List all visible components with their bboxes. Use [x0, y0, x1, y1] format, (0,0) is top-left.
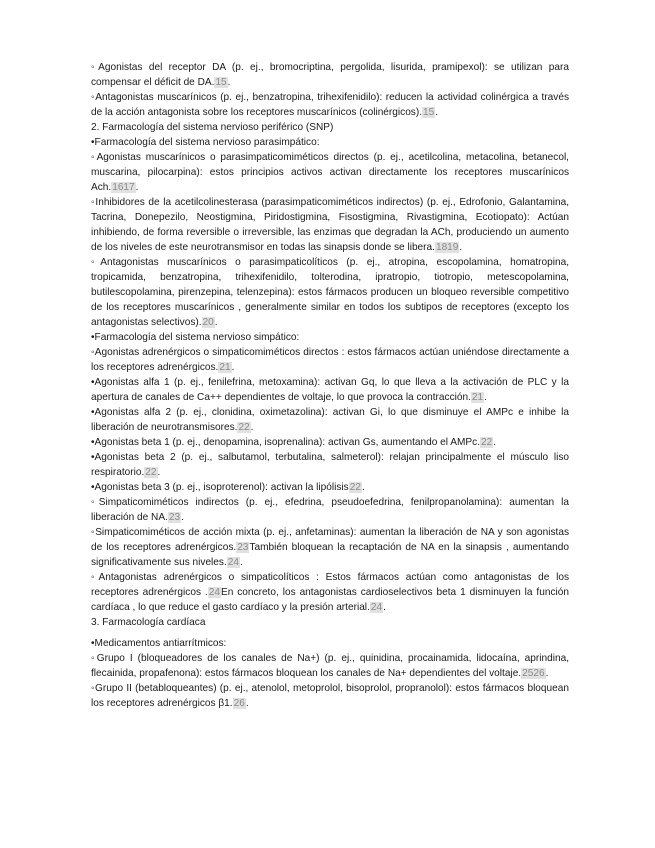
paragraph-text: ◦Agonistas muscarínicos o parasimpaticomiméticos directos (p. ej., acetilcolina, metacolina, betanecol, muscarina, pilocarpina): estos principios activos activan directamente los receptores muscarínicos Ach.	[91, 152, 569, 193]
citation-marker[interactable]: 22	[145, 467, 157, 478]
paragraph-text: .	[383, 602, 386, 613]
paragraph	[91, 570, 569, 615]
paragraph-text: En concreto, los antagonistas cardioselectivos beta 1 disminuyen la función cardíaca , lo que reduce el gasto cardíaco y la presión arterial.	[91, 587, 569, 613]
paragraph	[91, 525, 569, 570]
citation-marker[interactable]: 1819	[435, 242, 459, 253]
paragraph-text: ◦Antagonistas adrenérgicos o simpaticolíticos : Estos fármacos actúan como antagonistas de los receptores adrenérgicos .	[91, 572, 569, 598]
paragraph-text: .	[484, 392, 487, 403]
paragraph-text: .	[361, 482, 365, 493]
paragraph	[91, 120, 569, 135]
paragraph-text: ◦Grupo II (betabloqueantes) (p. ej., atenolol, metoprolol, bisoprolol, propranolol): estos fármacos bloquean los receptores adrenérgicos β1.	[91, 683, 569, 709]
citation-marker[interactable]: 21	[471, 392, 484, 403]
paragraph	[91, 615, 569, 630]
paragraph	[91, 90, 569, 120]
paragraph-text: ◦Inhibidores de la acetilcolinesterasa (parasimpaticomiméticos indirectos) (p. ej., Edrofonio, Galantamina, Tacrina, Donepezilo, Neostigmina, Piridostigmina, Fisostigmina, Rivastigmina, Ecotiopato): Actúan inhibiendo, de forma reversible o irreversible, las enzimas que degradan la ACh, produciendo un aumento de los niveles de este neurotransmisor en todas las sinapsis donde se libera.	[91, 197, 569, 253]
citation-marker[interactable]: 23	[168, 512, 181, 523]
paragraph	[91, 636, 569, 651]
citation-marker[interactable]: 2526	[522, 668, 545, 679]
citation-marker[interactable]: 22	[238, 422, 250, 433]
paragraph	[91, 150, 569, 195]
paragraph	[91, 135, 569, 150]
paragraph-text: 2. Farmacología del sistema nervioso periférico (SNP)	[91, 122, 334, 133]
paragraph-text: •Agonistas beta 1 (p. ej., denopamina, isoprenalina): activan Gs, aumentando el AMPc.	[91, 437, 481, 448]
paragraph-text: .	[240, 557, 243, 568]
citation-marker[interactable]: 24	[370, 602, 383, 613]
paragraph-text: .	[493, 437, 497, 448]
paragraph-text: •Farmacología del sistema nervioso parasimpático:	[91, 137, 320, 148]
paragraph	[91, 375, 569, 405]
paragraph-text: .	[157, 467, 161, 478]
paragraph-text: ◦Grupo I (bloqueadores de los canales de Na+) (p. ej., quinidina, procainamida, lidocaína, aprindina, flecainida, propafenona): estos fármacos bloquean los canales de Na+ dependientes del voltaje.	[91, 653, 569, 679]
paragraph	[91, 345, 569, 375]
paragraph-text: •Agonistas beta 2 (p. ej., salbutamol, terbutalina, salmeterol): relajan principalmente el músculo liso respiratorio.	[91, 452, 569, 478]
paragraph-text: .	[435, 107, 439, 118]
paragraph-text: •Agonistas beta 3 (p. ej., isoproterenol): activan la lipólisis	[91, 482, 349, 493]
document-page	[91, 60, 569, 711]
paragraph-text: •Farmacología del sistema nervioso simpático:	[91, 332, 300, 343]
paragraph-text: .	[181, 512, 184, 523]
paragraph-text: ◦Antagonistas muscarínicos o parasimpaticolíticos (p. ej., atropina, escopolamina, homatropina, tropicamida, benzatropina, trihexifenidilo, tolterodina, ipratropio, tiotropio, metescopolamina, butilescopolamina, pirenzepina, telenzepina): estos fármacos producen un bloqueo reversible competitivo de los receptores muscarínicos , generalmente similar en todos los subtipos de receptores (excepto los antagonistas selectivos).	[91, 257, 569, 328]
paragraph	[91, 681, 569, 711]
paragraph-text: 3. Farmacología cardíaca	[91, 617, 206, 628]
paragraph-text: .	[245, 698, 249, 709]
citation-marker[interactable]: 24	[208, 587, 220, 598]
paragraph	[91, 435, 569, 450]
paragraph	[91, 330, 569, 345]
citation-marker[interactable]: 24	[227, 557, 240, 568]
citation-marker[interactable]: 26	[233, 698, 245, 709]
citation-marker[interactable]: 1617	[112, 182, 135, 193]
paragraph-text: .	[214, 317, 218, 328]
paragraph-text: .	[231, 362, 235, 373]
paragraph-text: .	[459, 242, 463, 253]
paragraph	[91, 195, 569, 255]
paragraph-text: ◦Simpaticomiméticos de acción mixta (p. ej., anfetaminas): aumentan la liberación de NA y son agonistas de los receptores adrenérgicos.	[91, 527, 569, 553]
paragraph-text: ◦Agonistas adrenérgicos o simpaticomiméticos directos : estos fármacos actúan uniéndose directamente a los receptores adrenérgicos.	[91, 347, 569, 373]
paragraph-text: .	[545, 668, 549, 679]
paragraph	[91, 405, 569, 435]
paragraph	[91, 255, 569, 330]
paragraph-text: ◦Agonistas del receptor DA (p. ej., bromocriptina, pergolida, lisurida, pramipexol): se utilizan para compensar el déficit de DA.	[91, 62, 569, 88]
citation-marker[interactable]: 22	[481, 437, 493, 448]
paragraph-text: •Medicamentos antiarrítmicos:	[91, 638, 227, 649]
paragraph	[91, 495, 569, 525]
paragraph-text: .	[250, 422, 254, 433]
citation-marker[interactable]: 15	[423, 107, 435, 118]
citation-marker[interactable]: 22	[349, 482, 361, 493]
citation-marker[interactable]: 15	[215, 77, 227, 88]
paragraph-text: ◦Antagonistas muscarínicos (p. ej., benzatropina, trihexifenidilo): reducen la actividad colinérgica a través de la acción antagonista sobre los receptores muscarínicos (colinérgicos).	[91, 92, 569, 118]
paragraph	[91, 60, 569, 90]
paragraph-text: .	[135, 182, 139, 193]
citation-marker[interactable]: 20	[202, 317, 214, 328]
paragraph-text: También bloquean la recaptación de NA en la sinapsis , aumentando significativamente sus niveles.	[91, 542, 569, 568]
paragraph	[91, 480, 569, 495]
paragraph-text: •Agonistas alfa 2 (p. ej., clonidina, oximetazolina): activan Gi, lo que disminuye el AMPc e inhibe la liberación de neurotransmisores.	[91, 407, 569, 433]
citation-marker[interactable]: 23	[237, 542, 249, 553]
paragraph-text: •Agonistas alfa 1 (p. ej., fenilefrina, metoxamina): activan Gq, lo que lleva a la activación de PLC y la apertura de canales de Ca++ dependientes de voltaje, lo que provoca la contracción.	[91, 377, 569, 403]
paragraph-text: ◦Simpaticomiméticos indirectos (p. ej., efedrina, pseudoefedrina, fenilpropanolamina): aumentan la liberación de NA.	[91, 497, 569, 523]
paragraph	[91, 651, 569, 681]
paragraph-text: .	[227, 77, 231, 88]
paragraph	[91, 450, 569, 480]
citation-marker[interactable]: 21	[219, 362, 231, 373]
